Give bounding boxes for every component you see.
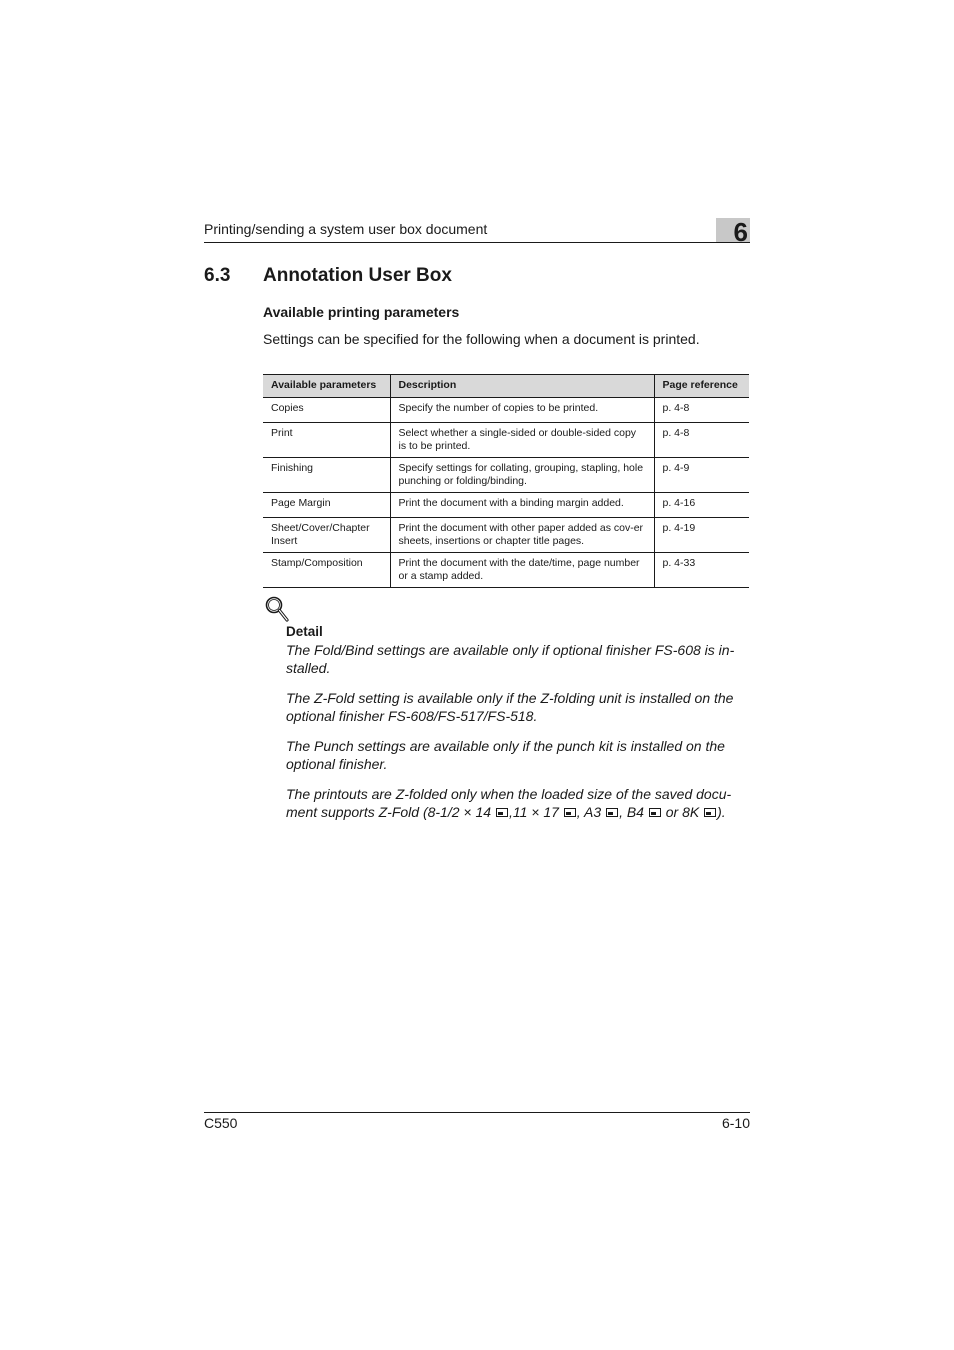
param-cell: Copies — [263, 398, 390, 423]
description-cell: Print the document with a binding margin added. — [390, 493, 654, 518]
detail-label: Detail — [286, 624, 323, 639]
section-number: 6.3 — [204, 265, 231, 286]
paper-orientation-icon — [496, 808, 508, 817]
footer-page-number: 6-10 — [721, 1115, 750, 1131]
paper-orientation-icon — [564, 808, 576, 817]
param-cell: Stamp/Composition — [263, 553, 390, 588]
header-divider — [204, 242, 750, 243]
description-cell: Print the document with other paper added as cov-er sheets, insertions or chapter title pages. — [390, 518, 654, 553]
param-cell: Finishing — [263, 458, 390, 493]
note-text: The printouts are Z-folded only when the loaded size of the saved docu- — [286, 786, 732, 802]
note-text: , B4 — [619, 804, 644, 820]
detail-note: The Z-Fold setting is available only if the Z-folding unit is installed on the optional finisher FS-608/FS-517/FS-518. — [286, 690, 734, 724]
param-cell: Page Margin — [263, 493, 390, 518]
page-ref-cell: p. 4-8 — [654, 398, 749, 423]
note-text: ,11 × 17 — [508, 804, 559, 820]
param-cell: Sheet/Cover/Chapter Insert — [263, 518, 390, 553]
page-ref-cell: p. 4-8 — [654, 423, 749, 458]
table-row — [263, 423, 749, 458]
table-row — [263, 493, 749, 518]
table-header-row — [263, 375, 749, 398]
description-cell: Print the document with the date/time, page number or a stamp added. — [390, 553, 654, 588]
subheading: Available printing parameters — [263, 304, 460, 320]
note-text: ment supports Z-Fold (8-1/2 × 14 — [286, 804, 492, 820]
description-cell: Specify the number of copies to be printed. — [390, 398, 654, 423]
note-text: or 8K — [665, 804, 700, 820]
running-header: Printing/sending a system user box document — [204, 221, 488, 237]
table-row — [263, 553, 749, 588]
table-row — [263, 398, 749, 423]
page-ref-cell: p. 4-33 — [654, 553, 749, 588]
detail-note: The Punch settings are available only if the punch kit is installed on the optional finisher. — [286, 738, 725, 772]
section-title: Annotation User Box — [263, 265, 452, 286]
intro-paragraph: Settings can be specified for the following when a document is printed. — [263, 331, 700, 347]
table-row — [263, 458, 749, 493]
chapter-tab — [716, 217, 750, 247]
description-cell: Select whether a single-sided or double-sided copy is to be printed. — [390, 423, 654, 458]
detail-note — [286, 785, 752, 821]
page-ref-cell: p. 4-9 — [654, 458, 749, 493]
footer-divider — [204, 1112, 750, 1113]
paper-orientation-icon — [704, 808, 716, 817]
description-cell: Specify settings for collating, grouping, stapling, hole punching or folding/binding. — [390, 458, 654, 493]
table-row — [263, 518, 749, 553]
note-text: ). — [717, 804, 726, 820]
footer-model: C550 — [204, 1115, 238, 1131]
column-header: Description — [390, 375, 654, 398]
paper-orientation-icon — [649, 808, 661, 817]
param-cell: Print — [263, 423, 390, 458]
page-ref-cell: p. 4-19 — [654, 518, 749, 553]
column-header: Page reference — [654, 375, 749, 398]
parameters-table — [263, 374, 749, 588]
chapter-number: 6 — [733, 217, 748, 247]
note-text: , A3 — [576, 804, 602, 820]
page-ref-cell: p. 4-16 — [654, 493, 749, 518]
magnifier-icon — [264, 595, 290, 623]
paper-orientation-icon — [606, 808, 618, 817]
column-header: Available parameters — [263, 375, 390, 398]
detail-note: The Fold/Bind settings are available only if optional finisher FS-608 is in-stalled. — [286, 642, 735, 676]
